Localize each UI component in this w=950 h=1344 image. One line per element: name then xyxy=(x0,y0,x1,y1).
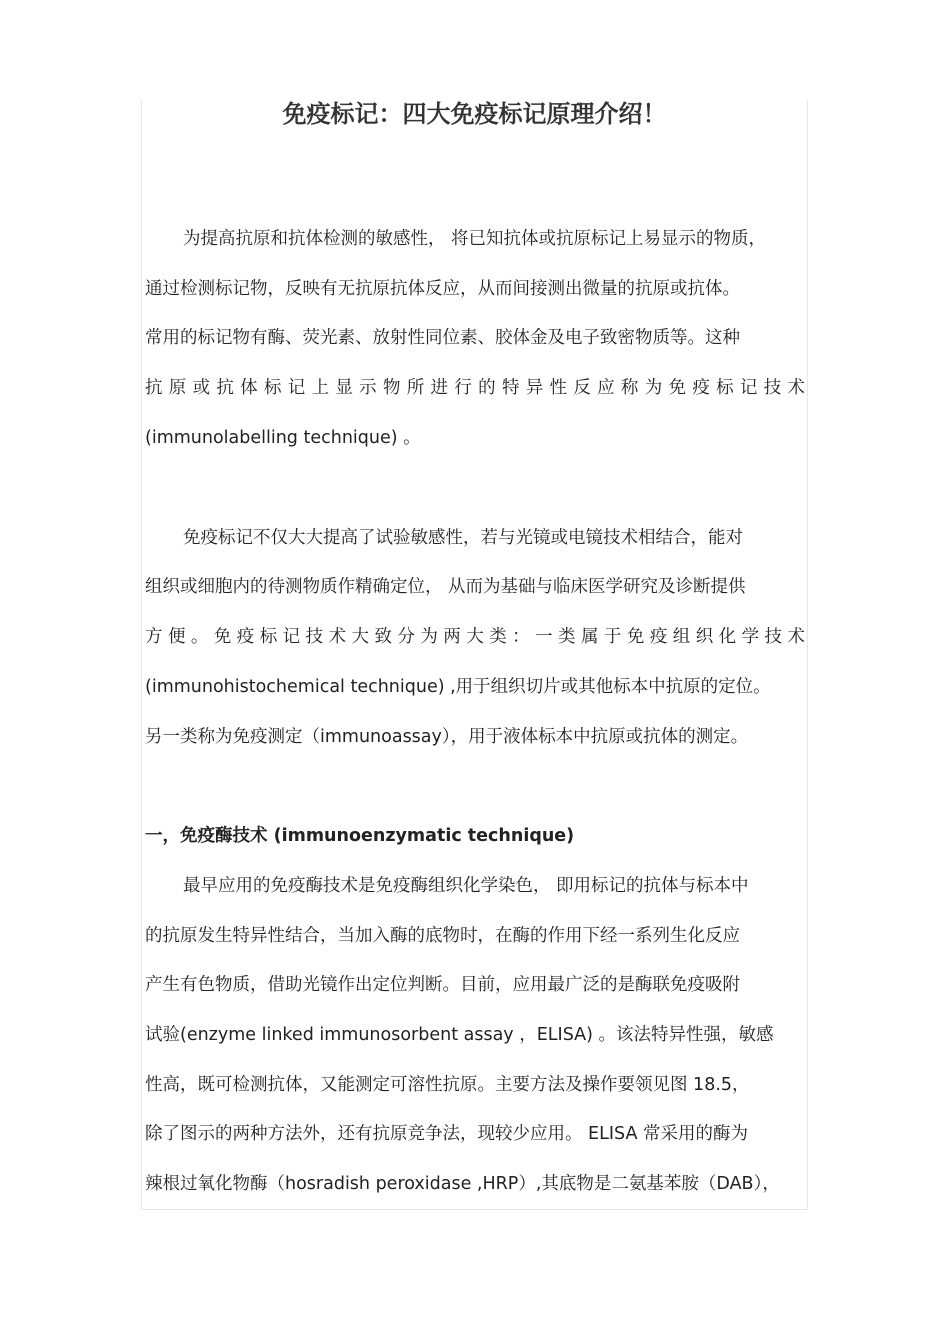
paragraph-line: 试验(enzyme linked immunosorbent assay ，ELISA) 。该法特异性强，敏感 xyxy=(145,1025,774,1045)
paragraph-line: 常用的标记物有酶、荧光素、放射性同位素、胶体金及电子致密物质等。这种 xyxy=(145,328,740,348)
paragraph-line: (immunohistochemical technique) ,用于组织切片或其他标本中抗原的定位。 xyxy=(145,677,771,697)
paragraph-line: 方便。免疫标记技术大致分为两大类：一类属于免疫组织化学技术 xyxy=(145,627,805,647)
page-title: 免疫标记：四大免疫标记原理介绍！ xyxy=(282,100,667,128)
paragraph-line: (immunolabelling technique) 。 xyxy=(145,428,421,448)
paragraph-line: 产生有色物质，借助光镜作出定位判断。目前，应用最广泛的是酶联免疫吸附 xyxy=(145,975,740,995)
paragraph-line: 性高，既可检测抗体，又能测定可溶性抗原。主要方法及操作要领见图 18.5， xyxy=(145,1075,750,1095)
paragraph-line: 抗原或抗体标记上显示物所进行的特异性反应称为免疫标记技术 xyxy=(145,378,805,398)
paragraph-line: 为提高抗原和抗体检测的敏感性， 将已知抗体或抗原标记上易显示的物质， xyxy=(183,229,767,249)
paragraph-line: 免疫标记不仅大大提高了试验敏感性，若与光镜或电镜技术相结合，能对 xyxy=(183,528,743,548)
paragraph-line: 另一类称为免疫测定（immunoassay），用于液体标本中抗原或抗体的测定。 xyxy=(145,727,749,747)
paragraph-line: 辣根过氧化物酶（hosradish peroxidase ,HRP）,其底物是二氨基苯胺（DAB）， xyxy=(145,1174,780,1194)
section-heading: 一，免疫酶技术 (immunoenzymatic technique) xyxy=(145,826,575,846)
paragraph-line: 的抗原发生特异性结合，当加入酶的底物时，在酶的作用下经一系列生化反应 xyxy=(145,926,740,946)
paragraph-line: 通过检测标记物，反映有无抗原抗体反应，从而间接测出微量的抗原或抗体。 xyxy=(145,279,740,299)
paragraph-line: 除了图示的两种方法外，还有抗原竞争法，现较少应用。 ELISA 常采用的酶为 xyxy=(145,1124,748,1144)
paragraph-line: 组织或细胞内的待测物质作精确定位， 从而为基础与临床医学研究及诊断提供 xyxy=(145,577,746,597)
paragraph-line: 最早应用的免疫酶技术是免疫酶组织化学染色， 即用标记的抗体与标本中 xyxy=(183,876,749,896)
